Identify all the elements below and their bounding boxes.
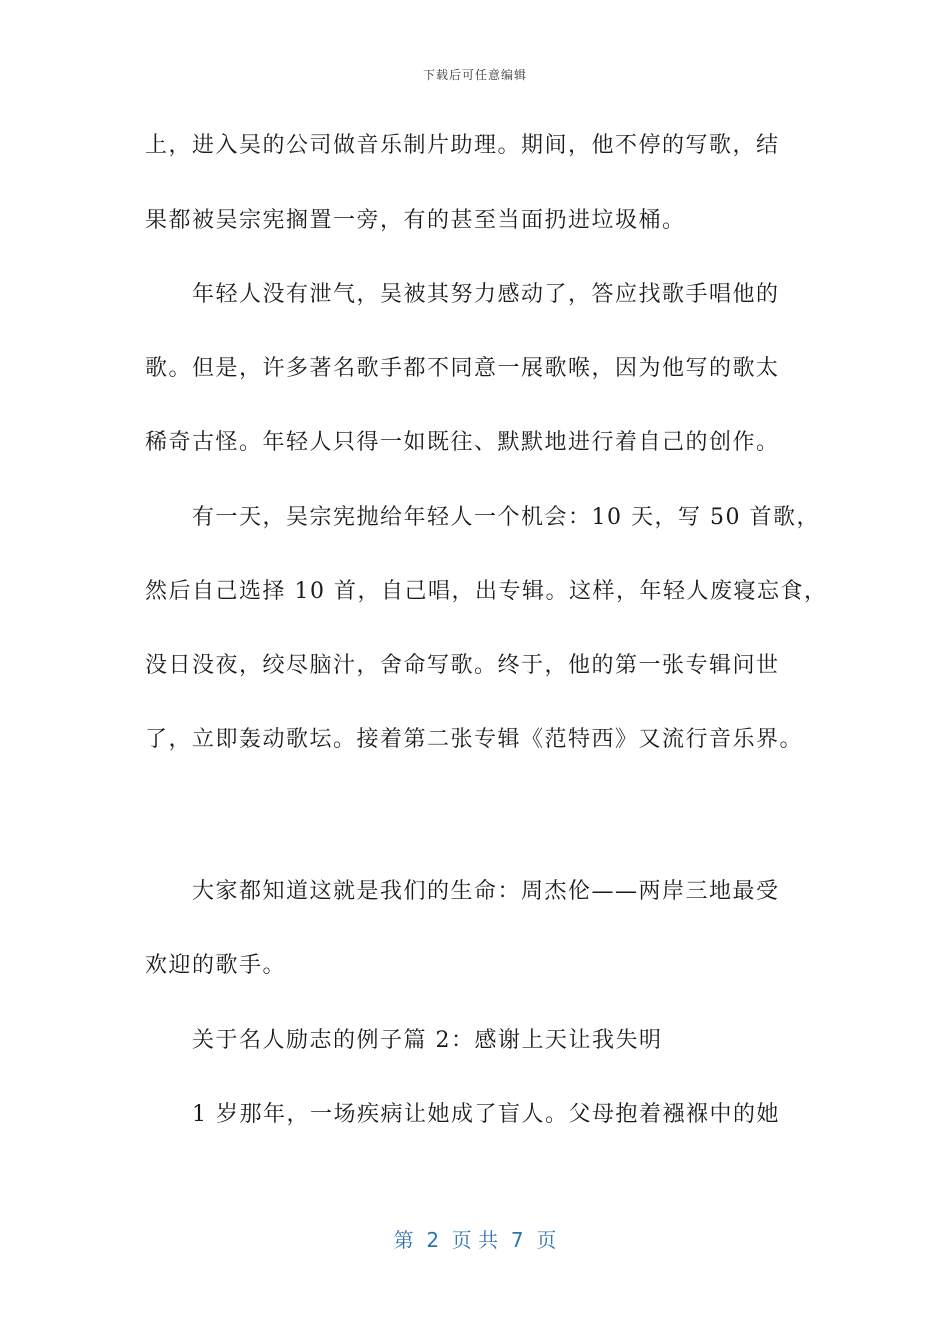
text-line: 年轻人没有泄气，吴被其努力感动了，答应找歌手唱他的 (145, 282, 780, 307)
text-line: 然后自己选择 10 首，自己唱，出专辑。这样，年轻人废寝忘食， (145, 579, 828, 604)
text-line: 没日没夜，绞尽脑汁，舍命写歌。终于，他的第一张专辑问世 (145, 653, 780, 678)
section-heading: 关于名人励志的例子篇 2：感谢上天让我失明 (145, 1028, 663, 1053)
text-line: 上，进入吴的公司做音乐制片助理。期间，他不停的写歌，结 (145, 133, 780, 158)
text-line: 欢迎的歌手。 (145, 953, 287, 978)
text-line: 大家都知道这就是我们的生命：周杰伦——两岸三地最受 (145, 879, 780, 904)
page-number-footer: 第 2 页 共 7 页 (393, 1228, 557, 1252)
page-header: 下载后可任意编辑 (422, 68, 527, 82)
text-line: 1 岁那年，一场疾病让她成了盲人。父母抱着襁褓中的她 (145, 1102, 780, 1127)
text-line: 了，立即轰动歌坛。接着第二张专辑《范特西》又流行音乐界。 (145, 727, 804, 752)
text-line: 果都被吴宗宪搁置一旁，有的甚至当面扔进垃圾桶。 (145, 208, 686, 233)
text-line: 稀奇古怪。年轻人只得一如既往、默默地进行着自己的创作。 (145, 430, 780, 455)
text-line: 歌。但是，许多著名歌手都不同意一展歌喉，因为他写的歌太 (145, 356, 780, 381)
text-line: 有一天，吴宗宪抛给年轻人一个机会：10 天，写 50 首歌， (145, 505, 820, 530)
